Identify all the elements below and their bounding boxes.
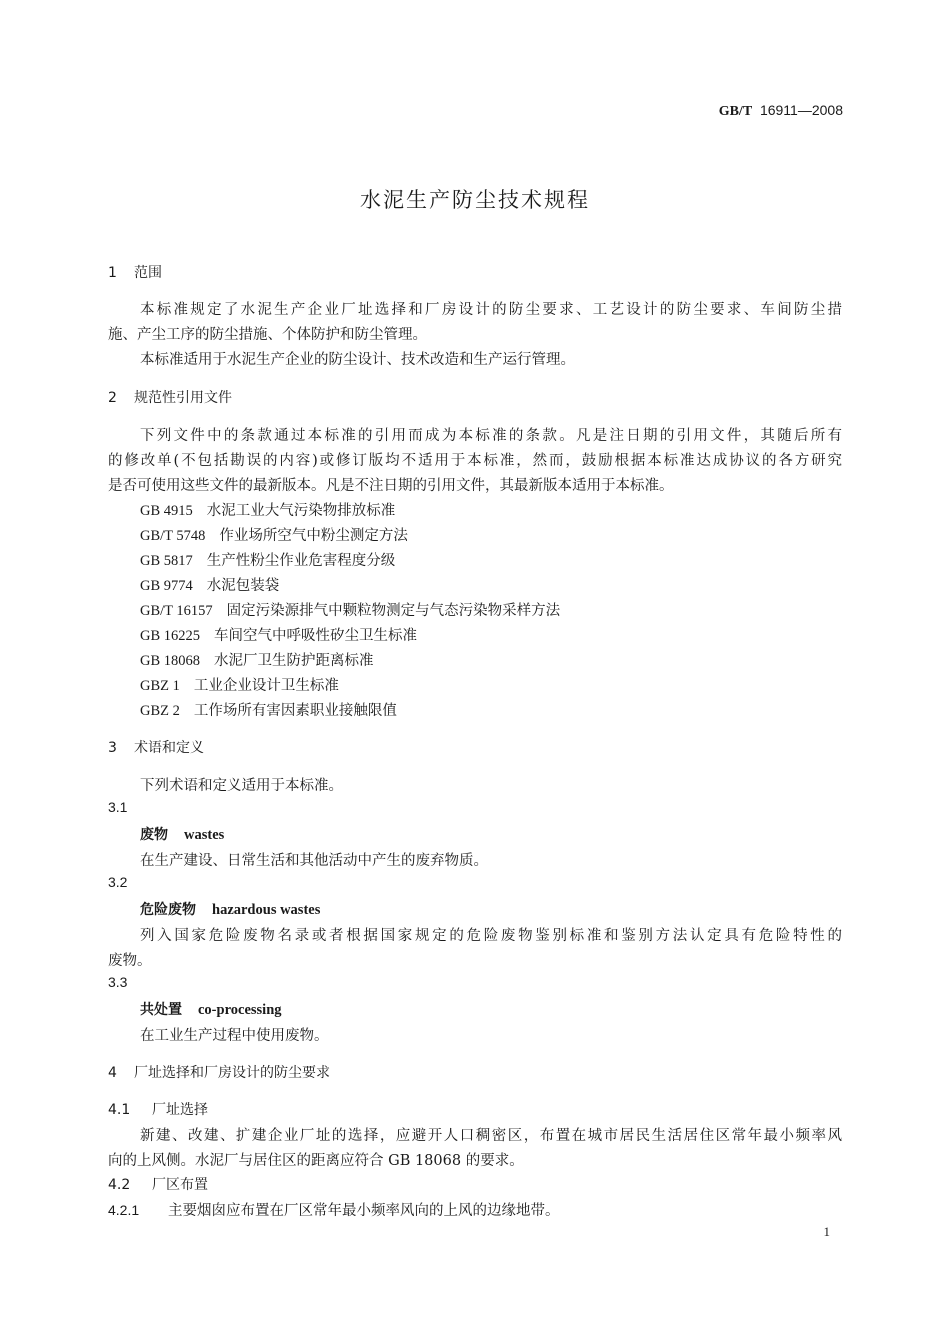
term-entry bbox=[140, 899, 320, 919]
section-title: 范围 bbox=[134, 265, 162, 281]
reference-code: GB 16225 bbox=[140, 628, 201, 644]
reference-code: GB 9774 bbox=[140, 578, 193, 594]
reference-title: 固定污染源排气中颗粒物测定与气态污染物采样方法 bbox=[226, 603, 561, 619]
term-chinese: 共处置 bbox=[140, 1002, 182, 1018]
standard-code-prefix: GB/T bbox=[718, 104, 753, 119]
paragraph-line: 新建、改建、扩建企业厂址的选择，应避开人口稠密区，布置在城市居民生活居住区常年最小频率风 bbox=[140, 1128, 842, 1144]
reference-item bbox=[140, 524, 408, 545]
paragraph-line: 本标准适用于水泥生产企业的防尘设计、技术改造和生产运行管理。 bbox=[140, 352, 575, 368]
clause-4-2-1 bbox=[108, 1199, 560, 1220]
standard-code-number: 16911—2008 bbox=[759, 102, 843, 118]
section-title: 厂址选择和厂房设计的防尘要求 bbox=[134, 1065, 330, 1081]
subsection-4-1-heading bbox=[108, 1099, 208, 1119]
subsection-number: 4.1 bbox=[108, 1102, 131, 1118]
term-entry bbox=[140, 999, 282, 1019]
reference-code: GB 4915 bbox=[140, 503, 193, 519]
reference-title: 工作场所有害因素职业接触限值 bbox=[193, 703, 397, 719]
reference-item bbox=[140, 549, 395, 570]
paragraph-line: 下列文件中的条款通过本标准的引用而成为本标准的条款。凡是注日期的引用文件，其随后所有 bbox=[140, 428, 842, 444]
paragraph-line: 施、产尘工序的防尘措施、个体防护和防尘管理。 bbox=[108, 327, 427, 343]
section-3-heading bbox=[108, 737, 204, 757]
reference-item bbox=[140, 649, 374, 670]
reference-title: 水泥厂卫生防护距离标准 bbox=[214, 653, 374, 669]
term-definition: 废物。 bbox=[108, 953, 152, 969]
reference-item bbox=[140, 499, 395, 520]
term-english: hazardous wastes bbox=[212, 902, 321, 918]
standard-code bbox=[719, 102, 843, 120]
section-number: 4 bbox=[108, 1065, 117, 1081]
section-2-heading bbox=[108, 387, 232, 407]
clause-number: 4.2.1 bbox=[108, 1202, 140, 1218]
term-definition: 在工业生产过程中使用废物。 bbox=[140, 1028, 329, 1044]
reference-code: GBZ 2 bbox=[140, 703, 180, 719]
reference-item bbox=[140, 599, 560, 620]
clause-text: 主要烟囱应布置在厂区常年最小频率风向的上风的边缘地带。 bbox=[168, 1203, 560, 1219]
subsection-number: 4.2 bbox=[108, 1177, 131, 1193]
term-number: 3.1 bbox=[108, 799, 128, 815]
reference-code: GB/T 5748 bbox=[140, 528, 206, 544]
reference-title: 水泥包装袋 bbox=[206, 578, 280, 594]
section-number: 1 bbox=[108, 265, 117, 281]
reference-title: 水泥工业大气污染物排放标准 bbox=[206, 503, 396, 519]
reference-title: 工业企业设计卫生标准 bbox=[193, 678, 339, 694]
term-definition: 在生产建设、日常生活和其他活动中产生的废弃物质。 bbox=[140, 853, 488, 869]
term-chinese: 危险废物 bbox=[140, 902, 196, 918]
reference-code: GBZ 1 bbox=[140, 678, 180, 694]
section-4-heading bbox=[108, 1062, 330, 1082]
subsection-4-2-heading bbox=[108, 1174, 208, 1194]
reference-code: GB 18068 bbox=[140, 653, 201, 669]
reference-title: 车间空气中呼吸性矽尘卫生标准 bbox=[214, 628, 418, 644]
paragraph-line: 向的上风侧。水泥厂与居住区的距离应符合 GB 18068 的要求。 bbox=[108, 1153, 524, 1169]
reference-title: 作业场所空气中粉尘测定方法 bbox=[219, 528, 408, 544]
term-chinese: 废物 bbox=[140, 827, 168, 843]
term-english: wastes bbox=[184, 827, 225, 843]
reference-code: GB/T 16157 bbox=[140, 603, 213, 619]
term-english: co-processing bbox=[198, 1002, 282, 1018]
section-title: 规范性引用文件 bbox=[134, 390, 232, 406]
paragraph-line: 本标准规定了水泥生产企业厂址选择和厂房设计的防尘要求、工艺设计的防尘要求、车间防尘措 bbox=[140, 302, 842, 318]
paragraph-line: 的修改单(不包括勘误的内容)或修订版均不适用于本标准，然而，鼓励根据本标准达成协议的各方研究 bbox=[108, 453, 842, 469]
section-number: 2 bbox=[108, 390, 117, 406]
term-entry bbox=[140, 824, 224, 844]
subsection-title: 厂区布置 bbox=[152, 1177, 208, 1193]
section-1-heading bbox=[108, 262, 162, 282]
paragraph-line: 是否可使用这些文件的最新版本。凡是不注日期的引用文件，其最新版本适用于本标准。 bbox=[108, 478, 674, 494]
term-number: 3.3 bbox=[108, 974, 128, 990]
page-number: 1 bbox=[823, 1224, 830, 1239]
term-number: 3.2 bbox=[108, 874, 128, 890]
reference-code: GB 5817 bbox=[140, 553, 193, 569]
reference-item bbox=[140, 674, 339, 695]
subsection-title: 厂址选择 bbox=[152, 1102, 208, 1118]
section-title: 术语和定义 bbox=[134, 740, 204, 756]
reference-item bbox=[140, 574, 279, 595]
reference-item bbox=[140, 624, 417, 645]
section-number: 3 bbox=[108, 740, 117, 756]
reference-title: 生产性粉尘作业危害程度分级 bbox=[206, 553, 396, 569]
document-title: 水泥生产防尘技术规程 bbox=[360, 188, 590, 212]
term-definition: 列入国家危险废物名录或者根据国家规定的危险废物鉴别标准和鉴别方法认定具有危险特性的 bbox=[140, 928, 842, 944]
paragraph-line: 下列术语和定义适用于本标准。 bbox=[140, 778, 343, 794]
reference-item bbox=[140, 699, 397, 720]
